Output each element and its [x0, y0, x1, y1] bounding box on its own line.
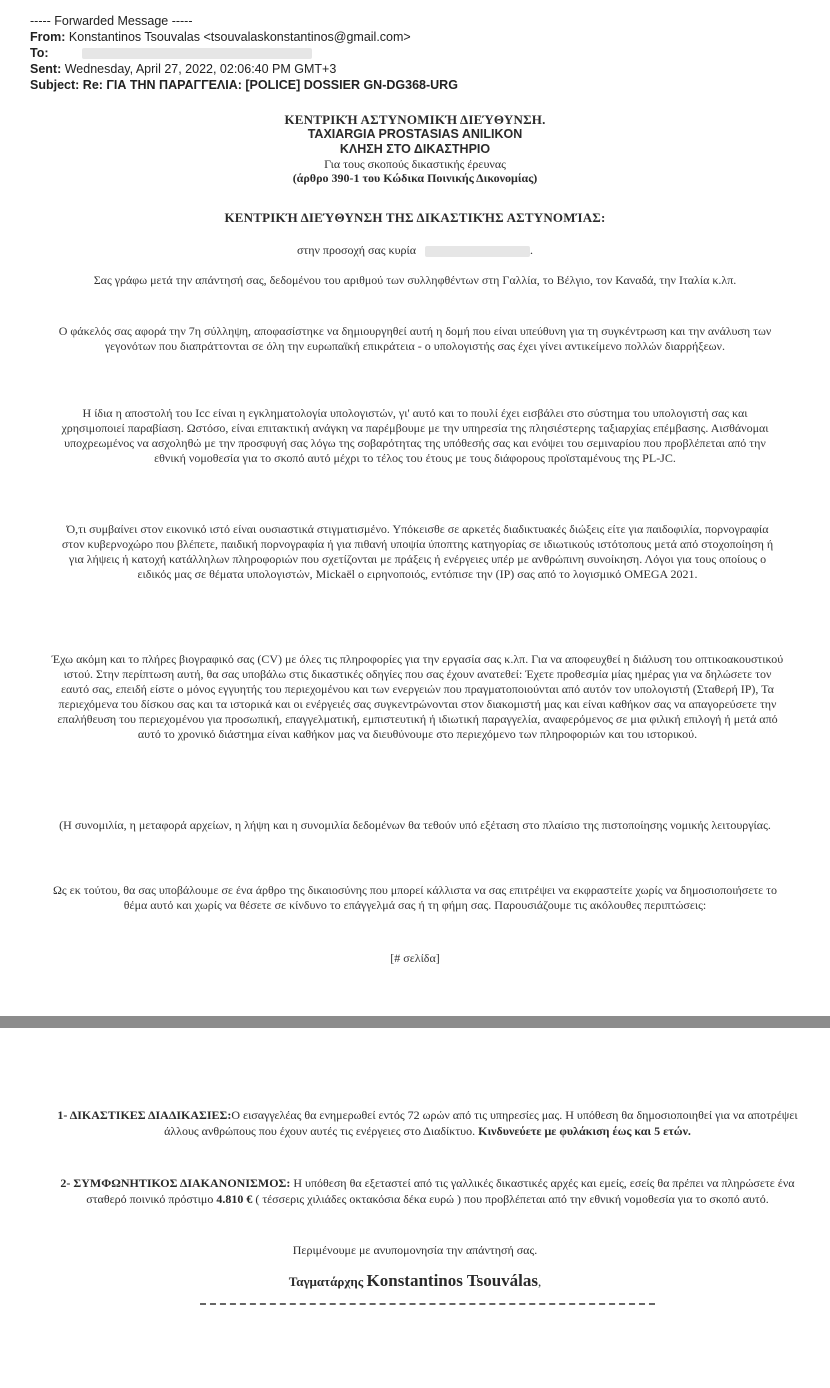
subject-value: Re: ΓΙΑ ΤΗΝ ΠΑΡΑΓΓΕΛΙΑ: [POLICE] DOSSIER GN-DG368-URG [82, 78, 458, 92]
signature-line [0, 1271, 830, 1291]
paragraph-7: Ως εκ τούτου, θα σας υποβάλουμε σε ένα άρθρο της δικαιοσύνης που μπορεί κάλλιστα να σας επιτρέψει να εκφραστείτε χωρίς να δημοσιοποιήσετε το θέμα αυτό και χωρίς να θέσετε σε κίνδυνο το επάγγελμά σας ή τη φήμη σας. Παρουσιάζουμε τις ακόλουθες περιπτώσεις: [53, 883, 777, 912]
email-header [30, 13, 590, 93]
to-row [30, 45, 590, 61]
page-marker: [# σελίδα] [390, 951, 440, 965]
paragraph-1: Σας γράφω μετά την απάντησή σας, δεδομένου του αριθμού των συλληφθέντων στη Γαλλία, το Βέλγιο, τον Καναδά, την Ιταλία κ.λπ. [93, 273, 737, 287]
item1-warning: Κινδυνεύετε με φυλάκιση έως και 5 ετών. [478, 1124, 691, 1138]
item1-title: 1- ΔΙΚΑΣΤΙΚΕΣ ΔΙΑΔΙΚΑΣΙΕΣ: [57, 1108, 232, 1122]
item1-text: Ο εισαγγελέας θα ενημερωθεί εντός 72 ωρών από τις υπηρεσίες μας. Η υπόθεση θα δημοσιοποιηθεί για να αποτρέψει άλλους ανθρώπους που έχουν αυτές τις ενέργειες στο Διαδίκτυο. [164, 1108, 798, 1138]
to-label: To: [30, 46, 49, 60]
paragraph-6: (Η συνομιλία, η μεταφορά αρχείων, η λήψη και η συνομιλία δεδομένων θα τεθούν υπό εξέταση στο πλαίσιο της πιστοποίησης νομικής λειτουργίας. [59, 818, 771, 832]
redacted-name [425, 246, 530, 257]
subject-label: Subject: [30, 78, 80, 92]
paragraph-2: Ο φάκελός σας αφορά την 7η σύλληψη, αποφασίστηκε να δημιουργηθεί αυτή η δομή που είναι υπεύθυνη για τη συγκέντρωση και την ανάλυση των γεγονότων που διαπράττονται σε όλη την ευρωπαϊκή επικράτεια - ο υπολογιστής σας έχει γίνει αντικείμενο πολλών διαρρήξεων. [58, 324, 772, 353]
heading-summons: ΚΛΗΣΗ ΣΤΟ ΔΙΚΑΣΤΗΡΙΟ [339, 142, 491, 156]
attention-text: στην προσοχή σας κυρία [296, 243, 417, 257]
from-label: From: [30, 30, 66, 44]
signer-rank: Ταγματάρχης [288, 1274, 364, 1289]
closing-line: Περιμένουμε με ανυπομονησία την απάντησή σας. [292, 1243, 538, 1257]
letter-heading [0, 112, 830, 185]
section-heading: ΚΕΝΤΡΙΚΉ ΔΙΕΎΘΥΝΣΗ ΤΗΣ ΔΙΚΑΣΤΙΚΉΣ ΑΣΤΥΝΟΜΊΑΣ: [224, 210, 606, 225]
subject-row [30, 77, 590, 93]
sent-value: Wednesday, April 27, 2022, 02:06:40 PM GMT+3 [64, 62, 337, 76]
item-judicial-proceedings [50, 1107, 805, 1139]
heading-article: (άρθρο 390-1 του Κώδικα Ποινικής Δικονομίας) [292, 171, 538, 185]
item-settlement [50, 1175, 805, 1207]
forwarded-line: ----- Forwarded Message ----- [30, 14, 193, 28]
fine-amount: 4.810 € [216, 1192, 253, 1206]
paragraph-4: Ό,τι συμβαίνει στον εικονικό ιστό είναι ουσιαστικά στιγματισμένο. Υπόκεισθε σε αρκετές διαδικτυακές διώξεις είτε για παιδοφιλία, πορνογραφία στον κυβερνοχώρο που βλέπετε, παιδική πορνογραφία ή για πιθανή υποψία ύποπτης κατηγορίας σε ιδιωτικούς ιστότοπους μετά από στοχοποίηση ή για λήψεις ή κατοχή κατάλληλων πληροφοριών που σχετίζονται με πράξεις ή ενέργειες υπέρ με ανθρώπινη συνοίκηση. Λόγοι για τους οποίους ο ειδικός μας σε θέματα υπολογιστών, Mickaël ο ειρηνοποιός, εντόπισε την (IP) σας από το λογισμικό OMEGA 2021. [61, 522, 774, 581]
attention-line: στην προσοχή σας κυρία . [296, 243, 534, 257]
item2-text-a: Η υπόθεση θα εξεταστεί από τις γαλλικές δικαστικές αρχές και εμείς, εσείς θα πρέπει να πληρώσετε ένα σταθερό ποινικό πρόστιμο [86, 1176, 795, 1206]
heading-directorate: ΚΕΝΤΡΙΚΉ ΑΣΤΥΝΟΜΙΚΉ ΔΙΕΎΘΥΝΣΗ. [284, 112, 546, 127]
signature-dashed-rule [200, 1303, 655, 1305]
paragraph-3: Η ίδια η αποστολή του Icc είναι η εγκληματολογία υπολογιστών, γι' αυτό και το πουλί έχει εισβάλει στο σύστημα του υπολογιστή σας και χρησιμοποιεί παραβίαση. Ωστόσο, είναι επιτακτική ανάγκη να παρέμβουμε με την υπηρεσία της πλησιέστερης ταξιαρχίας επέμβασης. Αισθάνομαι υποχρεωμένος να ασχοληθώ με την προσφυγή σας λόγω της σοβαρότητας της υπόθεσής σας και ενόψει του σεμιναρίου που προβλέπεται από την εθνική νομοθεσία για το σκοπό αυτό μέχρι το τέλος του έτους με τους διάφορους προϊσταμένους της PL-JC. [61, 406, 769, 465]
heading-brigade: TAXIARGIA PROSTASIAS ANILIKON [307, 127, 523, 141]
paragraph-5: Έχω ακόμη και το πλήρες βιογραφικό σας (CV) με όλες τις πληροφορίες για την εργασία σας κ.λπ. Για να αποφευχθεί η διάλυση του οπτικοακουστικού ιστού. Στην περίπτωση αυτή, θα σας υποβάλω στις δικαστικές οδηγίες που σας έχουν ανατεθεί: Έχετε προθεσμία μίας ημέρας για να δηλώσετε τον εαυτό σας, επειδή είστε ο μόνος εγγυητής του περιεχομένου και των ενεργειών που πραγματοποιούνται από αυτόν τον υπολογιστή (Σταθερή IP), Τα περιεχόμενα του δίσκου σας και τα ιστορικά και οι ενέργειές σας συγκεντρώνονται στον διακομιστή μας και είναι καθήκον σας να απαγορεύσετε την επαλήθευση του περιεχομένου για προσωπική, επαγγελματική, εμπιστευτική ή ιδιωτική παραγγελία, αναφερόμενος σε μια φιλική επιλογή ή μετά από αυτό το χρονικό διάστημα είναι καθήκον μας να διευθύνουμε στο περιεχόμενο των πληροφοριών και του ιστορικού. [51, 652, 784, 741]
sent-label: Sent: [30, 62, 62, 76]
signer-punct: , [538, 1274, 542, 1289]
item2-text-b: ( τέσσερις χιλιάδες οκτακόσια δέκα ευρώ ) που προβλέπεται από την εθνική νομοθεσία για το σκοπό αυτό. [255, 1192, 769, 1206]
heading-purpose: Για τους σκοπούς δικαστικής έρευνας [324, 157, 506, 171]
sent-row [30, 61, 590, 77]
signer-name: Konstantinos Tsouválas [366, 1271, 539, 1290]
page-divider [0, 1016, 830, 1028]
from-row [30, 29, 590, 45]
item2-title: 2- ΣΥΜΦΩΝΗΤΙΚΟΣ ΔΙΑΚΑΝΟΝΙΣΜΟΣ: [60, 1176, 291, 1190]
redacted-recipient [82, 48, 312, 59]
from-value: Konstantinos Tsouvalas <tsouvalaskonstantinos@gmail.com> [68, 30, 411, 44]
